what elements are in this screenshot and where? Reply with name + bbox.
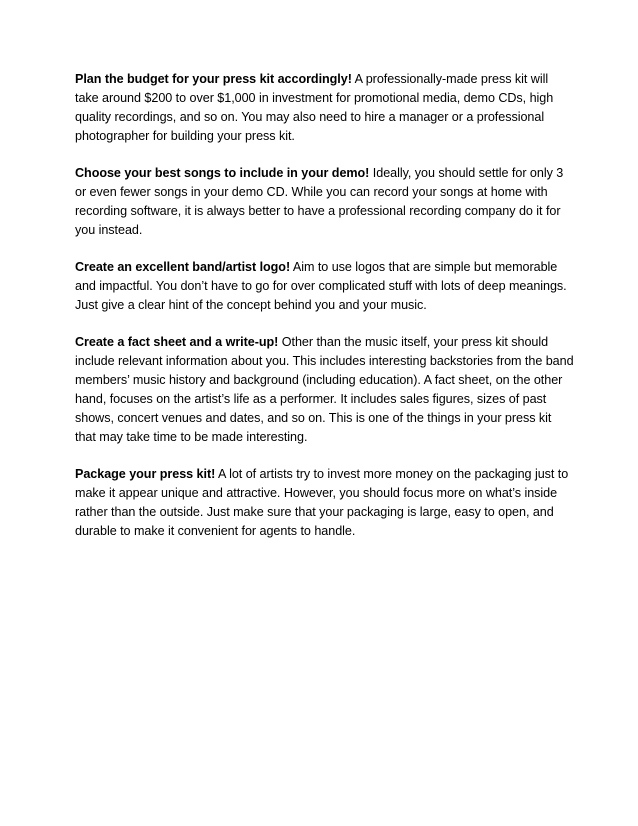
paragraph-logo xyxy=(75,258,575,315)
paragraph-body: Ideally, you should settle for only 3 or even fewer songs in your demo CD. While you can record your songs at home with recording software, it is always better to have a professional recording company do it for you instead. xyxy=(75,166,564,237)
paragraph-body: Other than the music itself, your press kit should include relevant information about you. This includes interesting backstories from the band members’ music history and background (including education). A fact sheet, on the other hand, focuses on the artist’s life as a performer. It includes sales figures, sizes of past shows, concert venues and dates, and so on. This is one of the things in your press kit that may take time to be made interesting. xyxy=(75,335,574,444)
paragraph-budget xyxy=(75,70,575,146)
paragraph-fact-sheet xyxy=(75,333,575,447)
paragraph-body: A lot of artists try to invest more money on the packaging just to make it appear unique and attractive. However, you should focus more on what’s inside rather than the outside. Just make sure that your packaging is large, easy to open, and durable to make it convenient for agents to handle. xyxy=(75,467,569,538)
paragraph-heading: Create an excellent band/artist logo! xyxy=(75,260,291,274)
paragraph-songs xyxy=(75,164,575,240)
paragraph-heading: Package your press kit! xyxy=(75,467,216,481)
document-page xyxy=(75,70,575,559)
paragraph-heading: Create a fact sheet and a write-up! xyxy=(75,335,279,349)
paragraph-body: Aim to use logos that are simple but memorable and impactful. You don’t have to go for over complicated stuff with lots of deep meanings. Just give a clear hint of the concept behind you and your music. xyxy=(75,260,567,312)
paragraph-heading: Plan the budget for your press kit accordingly! xyxy=(75,72,352,86)
paragraph-body: A professionally-made press kit will take around $200 to over $1,000 in investment for promotional media, demo CDs, high quality recordings, and so on. You may also need to hire a manager or a professional photographer for building your press kit. xyxy=(75,72,554,143)
paragraph-heading: Choose your best songs to include in your demo! xyxy=(75,166,370,180)
paragraph-package xyxy=(75,465,575,541)
